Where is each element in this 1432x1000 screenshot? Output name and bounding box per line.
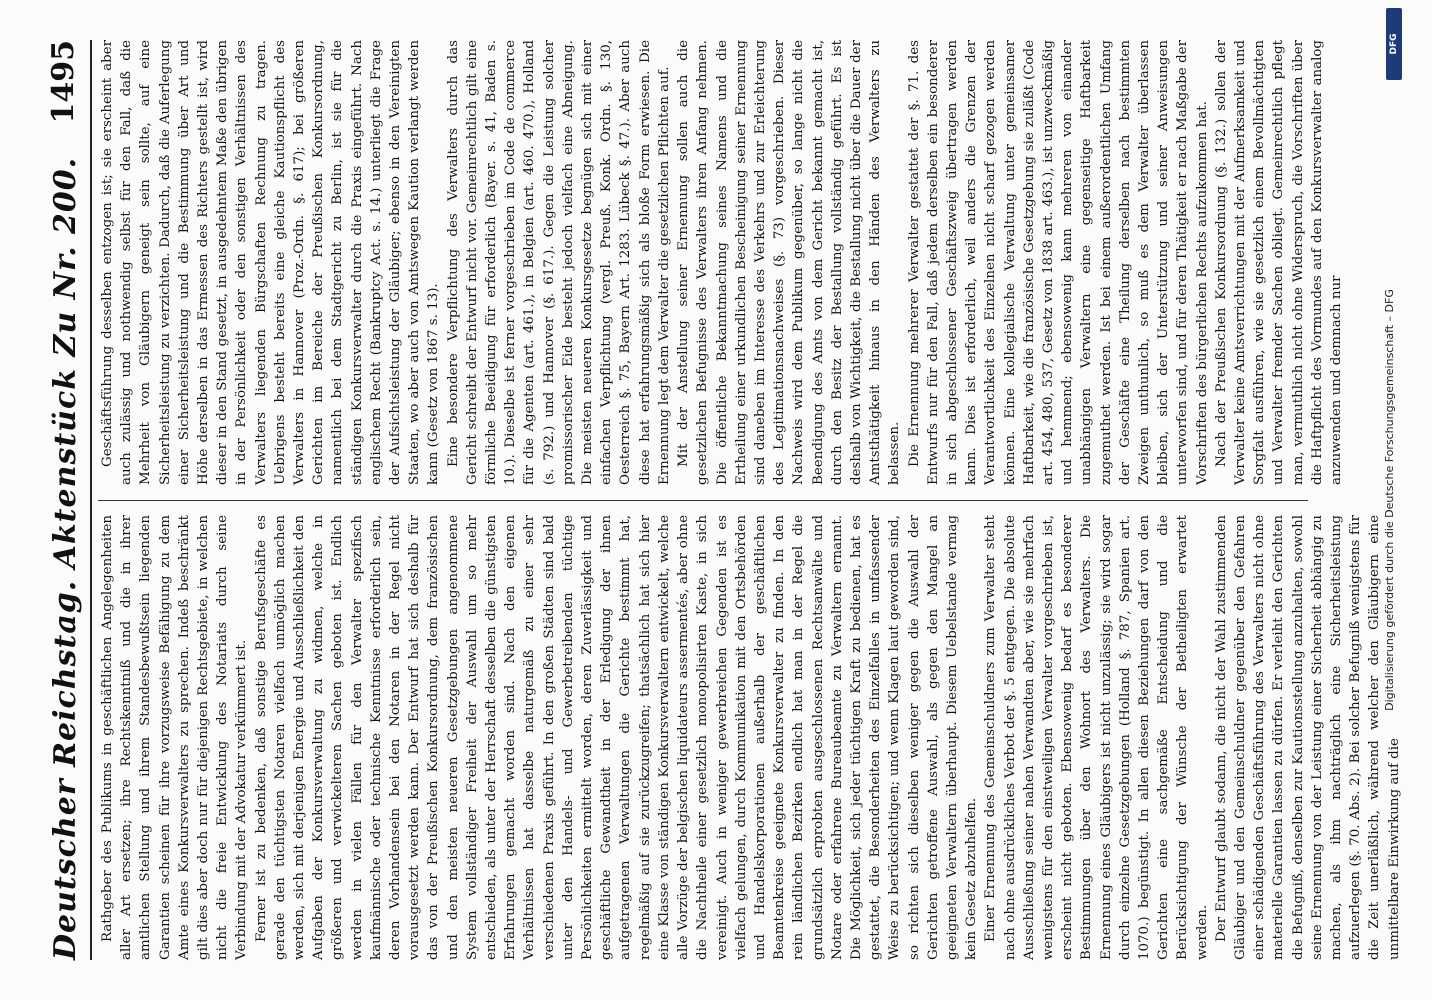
header-rule (90, 40, 92, 960)
paragraph: Rathgeber des Publikums in geschäftlichen Angelegenheiten aller Art ersetzen; ihre Rechtskenntniß und die in ihrer amtlichen Stellung und ihrem Standesbewußtsein liegenden Garantien scheinen für ihre vorzugsweise Befähigung zu dem Amte eines Konkursverwalters zu sprechen. Indeß beschränkt gilt dies aber doch nur für diejenigen Rechtsgebiete, in welchen nicht die freie Entwicklung des Notariats durch seine Verbindung mit der Advokatur verkümmert ist. (100, 515, 250, 960)
right-text-column (98, 40, 1344, 485)
paragraph: Mit der Anstellung seiner Ernennung sollen auch die gesetzlichen Befugnisse des Verwalters ihren Anfang nehmen. Die öffentliche Bekanntmachung seines Namens und die Ertheilung einer urkundlichen Bescheinigung seiner Ernennung sind daneben im Interesse des Verkehrs und zur Erleichterung des Legitimationsnachweises (§. 73) vorgeschrieben. Dieser Nachweis wird dem Publikum gegenüber, so lange nicht die Beendigung des Amts von dem Gericht bekannt gemacht ist, durch den Besitz der Bestallung vollständig geführt. Es ist deshalb von Wichtigkeit, die Bestallung nicht über die Dauer der Amtsthätigkeit hinaus in den Händen des Verwalters zu belassen. (676, 40, 903, 485)
left-text-column (98, 515, 1402, 960)
paragraph: Einer Ernennung des Gemeinschuldners zum Verwalter steht nach ohne ausdrückliches Verbot der §. 5 entgegen. Die absolute Ausschließung seiner nahen Verwandten aber, wie sie mehrfach wenigstens für den einstweiligen Verwalter vorgeschrieben ist, erscheint nicht geboten. Ebensowenig bedarf es besonderer Bestimmungen über den Wohnort des Verwalters. Die Ernennung eines Gläubigers ist nicht unzulässig; sie wird sogar durch einzelne Gesetzgebungen (Holland §. 787, Spanien art. 1070.) begünstigt. In allen diesen Beziehungen darf von den Gerichten eine sachgemäße Entscheidung und die Berücksichtigung der Wünsche der Betheiligten erwartet werden. (983, 515, 1210, 960)
paragraph: Die Ernennung mehrerer Verwalter gestattet der §. 71. des Entwurfs nur für den Fall, daß jedem derselben ein besonderer in sich abgeschlossener Geschäftszweig übertragen werden kann. Dies ist erforderlich, weil anders die Grenzen der Verantwortlichkeit des Einzelnen nicht scharf gezogen werden können. Eine kollegialische Verwaltung unter gemeinsamer Haftbarkeit, wie die französische Gesetzgebung sie zuläßt (Code art. 454, 480, 537, Gesetz von 1838 art. 463.), ist unzweckmäßig und hemmend; ebensowenig kann mehreren von einander unabhängigen Verwaltern eine gegenseitige Haftbarkeit zugemuthet werden. Ist bei einem außerordentlichen Umfang der Geschäfte eine Theilung derselben nach bestimmten Zweigen unthunlich, so muß es dem Verwalter überlassen bleiben, sich der Unterstützung und seiner Anweisungen unterworfen sind, und für deren Thätigkeit er nach Maßgabe der Vorschriften des bürgerlichen Rechts aufzukommen hat. (906, 40, 1210, 485)
paragraph: Geschäftsführung desselben entzogen ist; sie erscheint aber auch zulässig und nothwendig selbst für den Fall, daß die Mehrheit von Gläubigern geneigt sein sollte, auf eine Sicherheitsleistung zu verzichten. Dadurch, daß die Auferlegung einer Sicherheitsleistung und die Bestimmung über Art und Höhe derselben in das Ermessen des Richters gestellt ist, wird dieser in den Stand gesetzt, in ausgedehntem Maße den übrigen in der Persönlichkeit oder den sonstigen Verhältnissen des Verwalters liegenden Bürgschaften Rechnung zu tragen. Uebrigens besteht bereits eine gleiche Kautionspflicht des Verwalters in Hannover (Proz.-Ordn. §. 617); bei größeren Gerichten im Bereiche der Preußischen Konkursordnung, namentlich bei dem Stadtgericht zu Berlin, ist sie für die ständigen Konkursverwalter durch die Praxis eingeführt. Nach englischem Recht (Bankruptcy Act. s. 14.) unterliegt die Frage der Aufsichtsleistung der Gläubiger; ebenso in den Vereinigten Staaten, wo aber auch von Amtswegen Kaution verlangt werden kann (Gesetz von 1867 s. 13). (100, 40, 442, 485)
dfg-logo: DFG (1386, 8, 1402, 80)
page-header (20, 40, 84, 960)
page-number: 1495 (46, 40, 81, 124)
paragraph: Der Entwurf glaubt sodann, die nicht der Wahl zustimmenden Gläubiger und den Gemeinschuldner gegenüber den Gefahren einer schädigenden Geschäftsführung des Verwalters nicht ohne materielle Garantien lassen zu dürfen. Er verleiht den Gerichten die Befugniß, denselben zur Kautionsstellung anzuhalten, sowohl seine Ernennung von der Leistung einer Sicherheit abhängig zu machen, als ihm nachträglich eine Sicherheitsleistung aufzuerlegen (§. 70. Abs. 2). Bei solcher Befugniß wenigstens für die Zeit unerläßlich, während welcher den Gläubigern eine unmittelbare Einwirkung auf die (1213, 515, 1402, 960)
digitization-credit: Digitalisierung gefördert durch die Deutsche Forschungsgemeinschaft – DFG (1383, 289, 1396, 711)
paragraph: Eine besondere Verpflichtung des Verwalters durch das Gericht schreibt der Entwurf nicht vor. Gemeinrechtlich gilt eine förmliche Beeidigung für erforderlich (Bayer. s. 41, Baden s. 10.). Dieselbe ist ferner vorgeschrieben im Code de commerce für die Agenten (art. 461.), in Belgien (art. 460. 470.), Holland (s. 792.) und Hannover (§. 617.). Gegen die Leistung solcher promissorischer Eide besteht jedoch vielfach eine Abneigung. Die meisten neueren Konkursgesetze begnügen sich mit einer einfachen Verpflichtung (vergl. Preuß. Konk. Ordn. §. 130, Oesterreich §. 75, Bayern Art. 1283. Lübeck §. 47.). Aber auch diese hat erfahrungsmäßig sich als bloße Form erwiesen. Die Ernennung legt dem Verwalter die gesetzlichen Pflichten auf. (445, 40, 672, 485)
column-divider (98, 500, 1308, 501)
running-title: Deutscher Reichstag. Aktenstück Zu Nr. 200. (48, 156, 83, 960)
paragraph: Ferner ist zu bedenken, daß sonstige Berufsgeschäfte es gerade den tüchtigsten Notaren vielfach unmöglich machen werden, sich mit derjenigen Energie und Ausschließlichkeit den Aufgaben der Konkursverwaltung zu widmen, welche in größeren und verwickelteren Sachen geboten ist. Endlich werden in vielen Fällen für den Verwalter spezifisch kaufmännische oder technische Kenntnisse erforderlich sein, deren Vorhandensein bei den Notaren in der Regel nicht vorausgesetzt werden kann. Der Entwurf hat sich deshalb für das von der Preußischen Konkursordnung, dem französischen und den meisten neueren Gesetzgebungen angenommene System vollständiger Freiheit der Auswahl um so mehr entschieden, als unter der Herrschaft desselben die günstigsten Erfahrungen gemacht worden sind. Nach den eigenen Verhältnissen hat dasselbe naturgemäß zu einer sehr verschiedenen Praxis geführt. In den großen Städten sind bald unter den Handels- und Gewerbetreibenden tüchtige Persönlichkeiten ermittelt worden, deren Zuverlässigkeit und geschäftliche Gewandtheit in der Erledigung der ihnen aufgetragenen Verwaltungen die Gerichte bestimmt hat, regelmäßig auf sie zurückzugreifen; thatsächlich hat sich hier eine Klasse von ständigen Konkursverwaltern entwickelt, welche alle Vorzüge der belgischen liquidateurs assermentés, aber ohne die Nachtheile einer gesetzlich monopolisirten Kaste, in sich vereinigt. Auch in weniger gewerbreichen Gegenden ist es vielfach gelungen, durch Kommunikation mit den Ortsbehörden und Handelskorporationen außerhalb der geschäftlichen Beamtenkreise geeignete Konkursverwalter zu finden. In den rein ländlichen Bezirken endlich hat man in der Regel die grundsätzlich erprobten ausgeschlossenen Rechtsanwälte und Notare oder erfahrene Bureaubeamte zu Verwaltern ernannt. Die Möglichkeit, sich jeder tüchtigen Kraft zu bedienen, hat es gestattet, die Besonderheiten des Einzelfalles in umfassender Weise zu berücksichtigen; und wenn Klagen laut geworden sind, so richten sich dieselben weniger gegen die Auswahl der Gerichten getroffene Auswahl, als gegen den Mangel an geeigneten Verwaltern überhaupt. Diesem Uebelstande vermag kein Gesetz abzuhelfen. (253, 515, 980, 960)
paragraph: Nach der Preußischen Konkursordnung (§. 132.) sollen der Verwalter keine Amtsverrichtungen mit der Aufmerksamkeit und Sorgfalt ausführen, wie sie gesetzlich einem Bevollmächtigten und Verwalter fremder Sachen obliegt. Gemeinrechtlich pflegt man, vermuthlich nicht ohne Widerspruch, die Vorschriften über die Haftpflicht des Vormundes auf den Konkursverwalter analog anzuwenden und demnach nur (1213, 40, 1344, 485)
